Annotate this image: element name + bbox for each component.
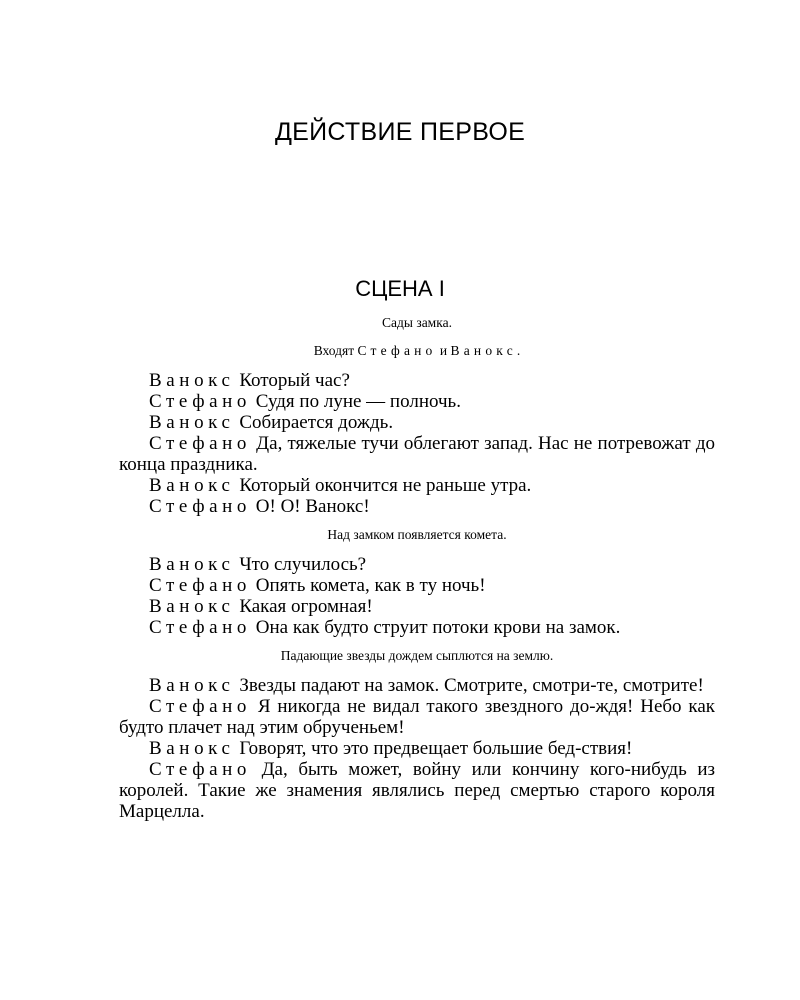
speaker-name: Стефано: [149, 496, 252, 517]
stage-direction-entrance: [119, 342, 715, 360]
dialogue-line: [119, 412, 715, 433]
dialogue-line: [119, 759, 715, 822]
entrance-speaker-vanox: Ванокс: [450, 343, 517, 358]
dialogue-line: [119, 575, 715, 596]
dialogue-line: [119, 596, 715, 617]
speaker-name: Ванокс: [149, 554, 235, 575]
dialogue-line: [119, 391, 715, 412]
dialogue-line: [119, 496, 715, 517]
scene-title: СЦЕНА I: [355, 276, 445, 301]
stage-direction-stars: Падающие звезды дождем сыплются на землю.: [280, 648, 554, 663]
entrance-suffix: .: [516, 343, 521, 358]
dialogue-line: [119, 675, 715, 696]
speaker-name: Ванокс: [149, 738, 235, 759]
speaker-name: Стефано: [149, 575, 252, 596]
speaker-name: Стефано: [149, 696, 252, 717]
speaker-name: Стефано: [149, 759, 252, 780]
line-text: Что случилось?: [234, 554, 367, 575]
line-text: Опять комета, как в ту ночь!: [251, 575, 486, 596]
dialogue-line: [119, 370, 715, 391]
speaker-name: Стефано: [149, 617, 252, 638]
stage-direction-setting: Сады замка.: [382, 315, 452, 330]
line-text: Звезды падают на замок. Смотрите, смотри-те, смотрите!: [234, 675, 704, 696]
line-text: О! О! Ванокс!: [251, 496, 370, 517]
line-text: Она как будто струит потоки крови на замок.: [251, 617, 621, 638]
speaker-name: Стефано: [149, 391, 252, 412]
dialogue-line: [119, 738, 715, 759]
speaker-name: Ванокс: [149, 596, 235, 617]
speaker-name: Ванокс: [149, 370, 235, 391]
entrance-speaker-stefano: Стефано: [357, 343, 437, 358]
dialogue-line: [119, 696, 715, 738]
line-text: Говорят, что это предвещает большие бед-ствия!: [234, 738, 633, 759]
line-text: Да, тяжелые тучи облегают запад. Нас не потревожат до конца праздника.: [119, 433, 715, 475]
speaker-name: Ванокс: [149, 475, 235, 496]
line-text: Который окончится не раньше утра.: [234, 475, 532, 496]
play-text: [119, 314, 715, 822]
speaker-name: Стефано: [149, 433, 252, 454]
stage-direction-comet: Над замком появляется комета.: [327, 527, 507, 542]
dialogue-line: [119, 433, 715, 475]
line-text: Судя по луне — полночь.: [251, 391, 461, 412]
line-text: Какая огромная!: [234, 596, 373, 617]
act-title: ДЕЙСТВИЕ ПЕРВОЕ: [274, 118, 526, 146]
entrance-prefix: Входят: [313, 343, 358, 358]
dialogue-line: [119, 554, 715, 575]
line-text: Я никогда не видал такого звездного до-ждя! Небо как будто плачет над этим обрученьем!: [119, 696, 715, 738]
line-text: Который час?: [234, 370, 350, 391]
dialogue-line: [119, 475, 715, 496]
line-text: Собирается дождь.: [234, 412, 394, 433]
speaker-name: Ванокс: [149, 675, 235, 696]
dialogue-line: [119, 617, 715, 638]
line-text: Да, быть может, войну или кончину кого-нибудь из королей. Такие же знамения являлись перед смертью старого короля Марцелла.: [119, 759, 715, 822]
speaker-name: Ванокс: [149, 412, 235, 433]
entrance-conj: и: [436, 343, 451, 358]
